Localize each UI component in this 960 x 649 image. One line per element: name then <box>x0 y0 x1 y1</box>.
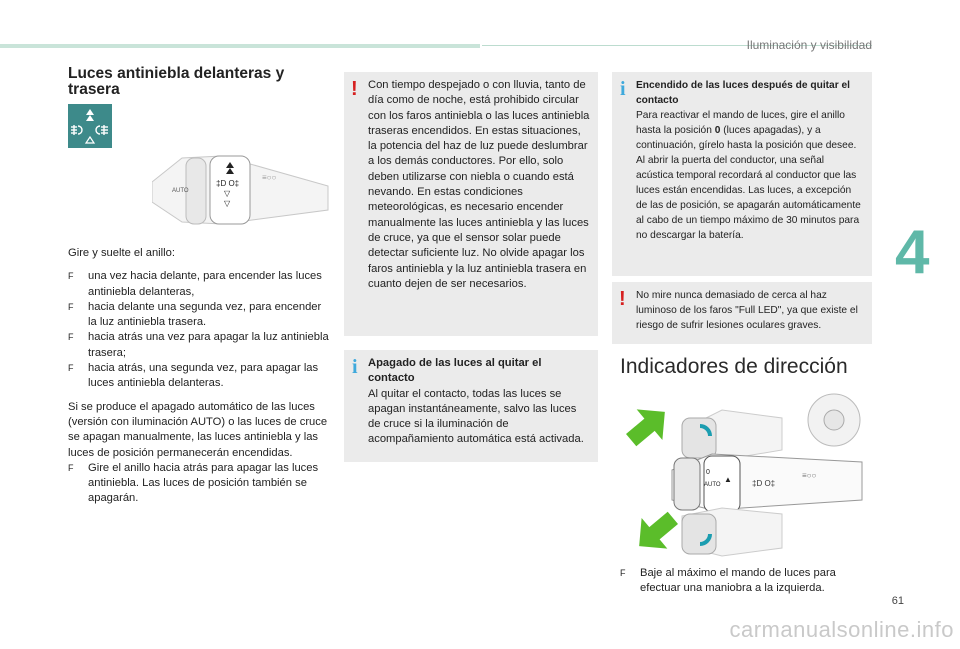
fog-lights-title: Luces antiniebla delanteras y trasera <box>68 65 285 98</box>
list-item: F hacia atrás, una segunda vez, para apagar las luces antiniebla delanteras. <box>68 362 319 390</box>
light-stalk-illustration <box>152 150 330 230</box>
svg-text:▽: ▽ <box>224 189 231 198</box>
warning-box-fog <box>344 72 598 336</box>
info-title: Encendido de las luces después de quitar el contacto <box>636 80 851 106</box>
fog-instructions <box>68 246 330 507</box>
list-item: F una vez hacia delante, para encender las luces antiniebla delanteras, <box>68 270 322 298</box>
warning-text: Con tiempo despejado o con lluvia, tanto de día como de noche, está prohibido circular con los faros antiniebla o las luces antiniebla traseras encendidos. En estas situaciones, la potencia del haz de luz puede deslumbrar a los demás conductores. Por ello, solo deben utilizarse con niebla o cuando está nevando. En estas condiciones meteorológicas, es necesario encender manualmente las luces antiniebla y las luces de cruce, ya que el sensor solar puede detectar suficiente luz. No olvide apagar los faros antiniebla y la luz antiniebla trasera en cuanto dejen de ser necesarios. <box>368 79 590 290</box>
info-icon: i <box>352 356 358 378</box>
fog-light-symbol-icon <box>68 104 112 148</box>
svg-text:≡○○: ≡○○ <box>802 471 817 480</box>
chapter-number: 4 <box>895 218 930 287</box>
svg-text:≡○○: ≡○○ <box>262 173 277 182</box>
info-title: Apagado de las luces al quitar el contacto <box>368 357 542 385</box>
info-box-ignition-off <box>344 350 598 462</box>
header-accent-bar <box>0 44 480 48</box>
auto-off-text: Si se produce el apagado automático de las luces (versión con iluminación AUTO) o las luces de cruce se apagan manualmente, las luces antiniebla y las luces de posición permanecerán encendidas. <box>68 400 328 459</box>
indicator-instruction <box>620 566 870 597</box>
page-number: 61 <box>891 595 904 607</box>
fog-intro: Gire y suelte el anillo: <box>68 247 175 259</box>
svg-text:▽: ▽ <box>224 199 231 208</box>
indicator-stalk-illustration <box>612 390 874 568</box>
info-text: Al quitar el contacto, todas las luces se apagan instantáneamente, salvo las luces de cruce si la iluminación de acompañamiento automática está activada. <box>368 387 584 446</box>
warning-box-led <box>612 282 872 344</box>
info-box-after-ignition <box>612 72 872 276</box>
svg-text:‡D O‡: ‡D O‡ <box>216 179 240 188</box>
info-icon: i <box>620 78 626 100</box>
svg-text:▲: ▲ <box>724 475 732 484</box>
arrow-up-right-icon <box>618 397 677 456</box>
auto-label: AUTO <box>704 482 721 488</box>
warning-icon: ! <box>351 78 358 100</box>
section-title: Iluminación y visibilidad <box>746 38 872 52</box>
list-item: F Gire el anillo hacia atrás para apagar las luces antiniebla. Las luces de posición también se apagarán. <box>68 461 319 505</box>
info-text: Para reactivar el mando de luces, gire el anillo hasta la posición 0 (luces apagadas), y a continuación, gírelo hasta la posición que desee. Al abrir la puerta del conductor, una señal acústica temporal recordará al conductor que las luces están encendidas. Las luces, a excepción de las de posición, se apagarán automáticamente al cabo de un tiempo máximo de 30 minutos para no descargar la batería. <box>636 110 861 241</box>
list-item: F hacia atrás una vez para apagar la luz antiniebla trasera; <box>68 331 329 359</box>
list-item: F hacia delante una segunda vez, para encender la luz antiniebla trasera. <box>68 300 322 329</box>
arrow-down-left-icon <box>626 503 685 562</box>
svg-text:‡D O‡: ‡D O‡ <box>752 479 776 488</box>
auto-label: AUTO <box>172 188 189 194</box>
watermark: carmanualsonline.info <box>729 617 954 642</box>
warning-text: No mire nunca demasiado de cerca al haz luminoso de los faros "Full LED", ya que existe el riesgo de sufrir lesiones oculares graves. <box>636 290 858 331</box>
indicators-title: Indicadores de dirección <box>620 355 848 378</box>
zero-label: 0 <box>706 469 710 476</box>
warning-icon: ! <box>619 288 626 310</box>
list-item: F Baje al máximo el mando de luces para efectuar una maniobra a la izquierda. <box>620 567 836 595</box>
